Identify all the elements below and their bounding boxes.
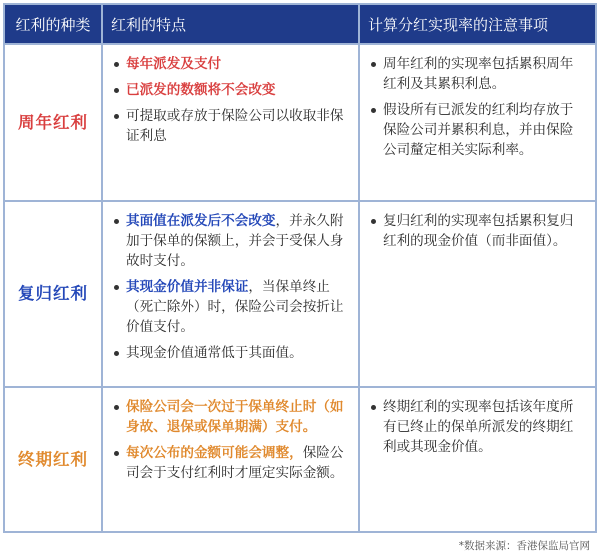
feature-item [114, 106, 347, 146]
dividend-table-frame [3, 3, 595, 533]
feature-highlight: 每次公布的金额可能会调整， [126, 445, 303, 461]
feature-text: ，当保单终止（死亡除外）时，保险公司会按折让价值支付。 [126, 279, 344, 335]
features-list [104, 203, 357, 373]
header-notes: 计算分红实现率的注意事项 [359, 4, 596, 44]
feature-item [114, 277, 347, 337]
feature-highlight: 保险公司会一次过于保单终止时（如身故、退保或保单期满）支付。 [126, 399, 344, 435]
dividend-table [3, 3, 597, 533]
header-features: 红利的特点 [102, 4, 359, 44]
table-row [4, 201, 596, 387]
feature-highlight: 其现金价值并非保证 [126, 279, 249, 295]
notes-list [361, 389, 594, 467]
feature-highlight: 其面值在派发后不会改变 [126, 213, 276, 229]
table-row [4, 44, 596, 201]
dividend-type-cell: 复归红利 [4, 201, 102, 387]
feature-text: 其现金价值通常低于其面值。 [126, 345, 303, 361]
note-item: 假设所有已派发的红利均存放于保险公司并累积利息，并由保险公司釐定相关实际利率。 [371, 100, 584, 160]
header-type: 红利的种类 [4, 4, 102, 44]
table-row [4, 387, 596, 532]
feature-highlight: 每年派发及支付 [126, 56, 222, 72]
header-row [4, 4, 596, 44]
features-list [104, 46, 357, 156]
notes-cell [359, 201, 596, 387]
feature-item [114, 211, 347, 271]
notes-cell [359, 44, 596, 201]
note-item: 复归红利的实现率包括累积复归红利的现金价值（而非面值）。 [371, 211, 584, 251]
feature-item [114, 443, 347, 483]
notes-list [361, 46, 594, 170]
source-note: *数据来源：香港保监局官网 [458, 540, 590, 552]
dividend-type-cell: 终期红利 [4, 387, 102, 532]
notes-list [361, 203, 594, 261]
features-list [104, 389, 357, 493]
feature-highlight: 已派发的数额将不会改变 [126, 82, 276, 98]
notes-cell [359, 387, 596, 532]
features-cell [102, 201, 359, 387]
features-cell [102, 387, 359, 532]
dividend-type-cell: 周年红利 [4, 44, 102, 201]
feature-item [114, 343, 347, 363]
note-item: 终期红利的实现率包括该年度所有已终止的保单所派发的终期红利或其现金价值。 [371, 397, 584, 457]
feature-text: 可提取或存放于保险公司以收取非保证利息 [126, 108, 344, 144]
feature-text: ，并永久附加于保单的保额上，并会于受保人身故时支付。 [126, 213, 344, 269]
note-item: 周年红利的实现率包括累积周年红利及其累积利息。 [371, 54, 584, 94]
feature-item [114, 397, 347, 437]
feature-item [114, 54, 347, 74]
feature-item [114, 80, 347, 100]
features-cell [102, 44, 359, 201]
feature-text: 保险公司会于支付红利时才厘定实际金额。 [126, 445, 344, 481]
